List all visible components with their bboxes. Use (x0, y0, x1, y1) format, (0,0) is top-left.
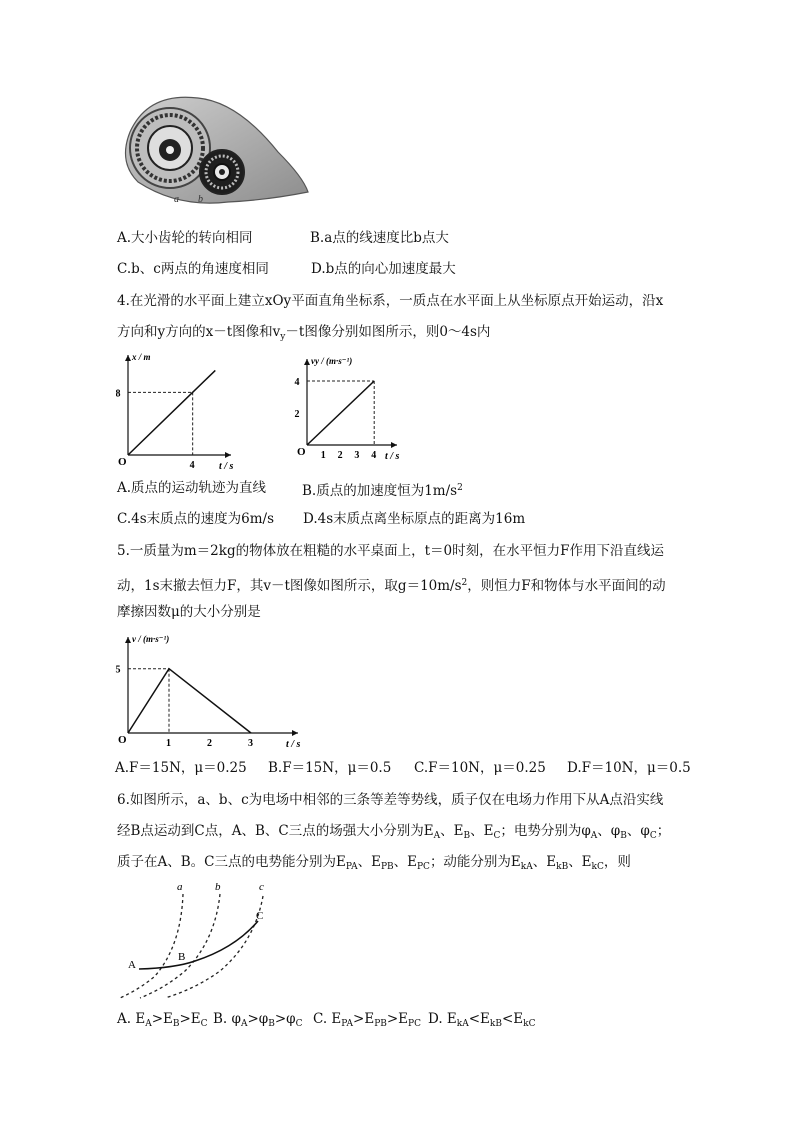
q6-option-b[interactable]: B. $\varphi_A>\varphi_B>\varphi_C$ (213, 1011, 303, 1029)
x-tick-label: 4 (189, 460, 195, 471)
label-point-a: A (128, 959, 136, 971)
q4-xt-chart (116, 348, 246, 472)
y-tick-label: 8 (116, 388, 121, 400)
label-point-c: C (256, 910, 264, 922)
x-tick-label: 2 (337, 450, 343, 461)
equipotential-line-b (140, 894, 220, 998)
q6-option-c[interactable]: C. $E_{PA}>E_{PB}>E_{PC}$ (313, 1011, 421, 1029)
q5-vt-chart (114, 628, 304, 752)
q3-option-d[interactable]: D.b点的向心加速度最大 (311, 261, 456, 277)
q3-option-a[interactable]: A.大小齿轮的转向相同 (117, 230, 253, 246)
y-axis-arrow (125, 637, 131, 643)
x-axis-label: t / s (286, 739, 301, 750)
x-tick-label: 4 (371, 450, 377, 461)
q6-stem-line3: 质子在A、B。C三点的电势能分别为$E_{PA}$、$E_{PB}$、$E_{PC}$；动能分别为$E_{kA}$、$E_{kB}$、$E_{kC}$，则 (117, 854, 631, 872)
q5-stem-line2: 动，1s末撤去恒力F，其v－t图像如图所示，取$g=10m/s^2$，则恒力F和物体与水平面间的动 (117, 578, 666, 594)
x-tick-label: 1 (166, 738, 171, 749)
q5-stem-line1: 5.一质量为m＝2kg的物体放在粗糙的水平桌面上，t＝0时刻，在水平恒力F作用下沿直线运 (117, 543, 664, 559)
y-tick-label: 4 (294, 377, 300, 388)
x-axis-arrow (292, 730, 298, 736)
y-axis-label: v / (m·s⁻¹) (132, 634, 170, 644)
q6-field-diagram (115, 876, 285, 1006)
x-tick-label: 1 (320, 450, 326, 461)
origin-label: O (297, 446, 306, 458)
q6-option-d[interactable]: D. $E_{kA}<E_{kB}<E_{kC}$ (428, 1011, 536, 1029)
y-tick-label: 2 (294, 409, 300, 420)
q5-option-a[interactable]: A.F＝15N，μ＝0.25 (115, 760, 247, 776)
origin-label: O (118, 734, 127, 746)
q6-option-a[interactable]: A. $E_A>E_B>E_C$ (117, 1011, 208, 1029)
label-c: c (259, 881, 264, 893)
q5-option-d[interactable]: D.F＝10N，μ＝0.5 (567, 760, 691, 776)
x-axis-arrow (391, 442, 397, 448)
gear-photo (118, 92, 318, 210)
q4-stem-line2: 方向和y方向的x－t图像和$v_y-t$图像分别如图所示，则0～4s内 (117, 324, 491, 342)
series-line (307, 381, 374, 445)
label-a: a (177, 881, 183, 893)
q5-stem-line3: 摩擦因数μ的大小分别是 (117, 604, 261, 620)
q4-option-d[interactable]: D.4s末质点离坐标原点的距离为16m (303, 511, 526, 527)
origin-label: O (118, 456, 127, 468)
y-axis-arrow (125, 355, 131, 361)
gear-label-b: b (198, 194, 203, 205)
label-b: b (215, 881, 221, 893)
q5-option-b[interactable]: B.F＝15N，μ＝0.5 (268, 760, 392, 776)
q5-option-c[interactable]: C.F＝10N，μ＝0.25 (414, 760, 546, 776)
q4-stem-line1: 4.在光滑的水平面上建立xOy平面直角坐标系，一质点在水平面上从坐标原点开始运动，沿x (117, 293, 664, 309)
equipotential-line-c (165, 896, 263, 998)
q3-option-b[interactable]: B.a点的线速度比b点大 (310, 230, 449, 246)
q4-option-c[interactable]: C.4s末质点的速度为6m/s (117, 511, 275, 527)
x-tick-label: 3 (248, 738, 253, 749)
x-tick-label: 3 (354, 450, 360, 461)
x-axis-arrow (225, 452, 231, 458)
series-line (128, 370, 215, 455)
label-point-b: B (178, 951, 186, 963)
gear-label-a: a (174, 194, 179, 205)
y-axis-label: vy / (m·s⁻¹) (311, 356, 353, 366)
trajectory-line (139, 921, 258, 969)
q6-stem-line1: 6.如图所示，a、b、c为电场中相邻的三条等差等势线，质子仅在电场力作用下从A点沿实线 (117, 792, 664, 808)
q4-vyt-chart (288, 346, 418, 470)
q4-option-b[interactable]: B.质点的加速度恒为$1m/s^2$ (302, 483, 463, 499)
x-axis-label: t / s (385, 451, 400, 462)
x-axis-label: t / s (219, 461, 234, 472)
series-line (128, 669, 251, 733)
equipotential-line-a (120, 894, 186, 998)
q6-stem-line2: 经B点运动到C点，A、B、C三点的场强大小分别为$E_A$、$E_B$、$E_C$；电势分别为$\varphi_A$、$\varphi_B$、$\varphi_C$； (117, 823, 671, 841)
y-axis-arrow (304, 359, 310, 365)
y-tick-label: 5 (115, 664, 121, 676)
x-tick-label: 2 (207, 738, 212, 749)
q4-option-a[interactable]: A.质点的运动轨迹为直线 (117, 480, 267, 496)
y-axis-label: x / m (132, 352, 151, 362)
q3-option-c[interactable]: C.b、c两点的角速度相同 (117, 261, 269, 277)
